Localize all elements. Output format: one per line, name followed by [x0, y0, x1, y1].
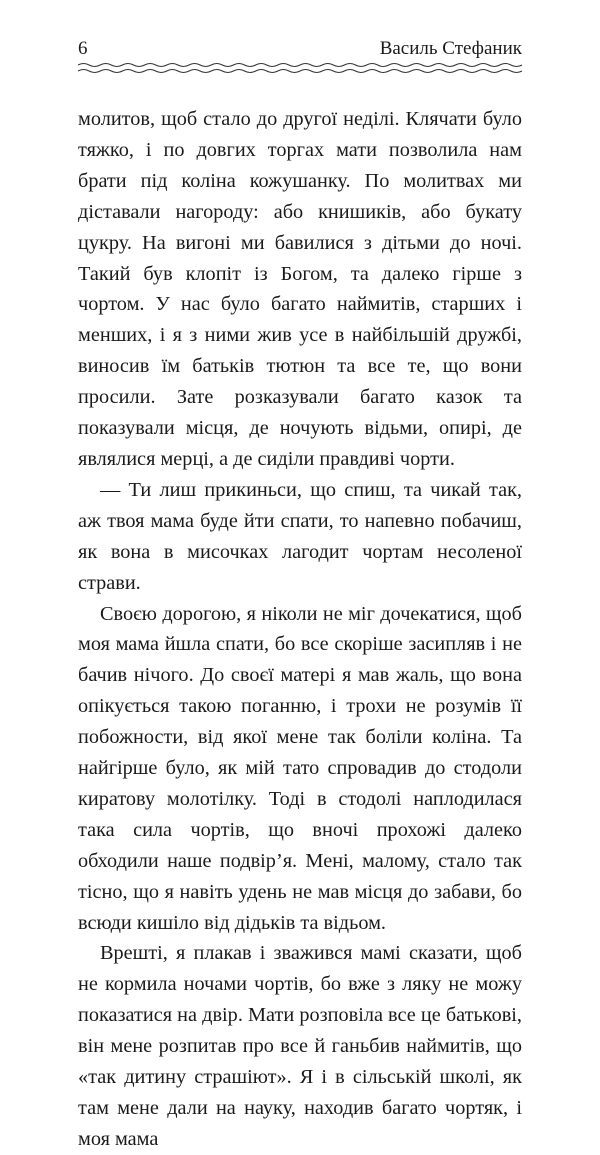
running-head: Василь Стефаник — [379, 38, 522, 59]
decorative-wavy-rule — [78, 62, 522, 74]
page-number: 6 — [78, 38, 88, 59]
paragraph: молитов, щоб стало до другої неділі. Клячати було тяжко, і по довгих торгах мати позволила нам брати під коліна кожушанку. По молитвах ми діставали нагороду: або книшиків, або букату цукру. На вигоні ми бавилися з дітьми до ночі. Такий був клопіт із Богом, та далеко гірше з чортом. У нас було багато наймитів, старших і менших, і я з ними жив усе в найбільшій дружбі, виносив їм батьків тютюн та все те, що вони просили. Зате розказували багато казок та показували місця, де ночують відьми, опирі, де являлися мерці, а де сиділи правдиві чорти. — [78, 108, 522, 470]
paragraph: Врешті, я плакав і зважився мамі сказати, щоб не кормила ночами чортів, бо вже з ляку не можу показатися на двір. Мати розповіла все це батькові, він мене розпитав про все й ганьбив наймитів, що «так дитину страшіют». Я і в сільській школі, як там мене дали на науку, находив багато чортяк, і моя мама — [78, 942, 522, 1150]
paragraph: Своєю дорогою, я ніколи не міг дочекатися, щоб моя мама йшла спати, бо все скоріше засипляв і не бачив нічого. До своєї матері я мав жаль, що вона опікується такою поганню, і трохи не розумів її побожности, від якої мене так боліли коліна. Та найгірше було, як мій тато спровадив до стодоли киратову молотілку. Тоді в стодолі наплодилася така сила чортів, що вночі прохожі далеко обходили наше подвір’я. Мені, малому, стало так тісно, що я навіть удень не мав місця до забави, бо всюди кишіло від дідьків та відьом. — [78, 602, 522, 934]
body-text — [78, 104, 522, 1155]
page-header — [78, 38, 522, 62]
paragraph: — Ти лиш прикиньси, що спиш, та чикай так, аж твоя мама буде йти спати, то напевно побачиш, як вона в мисочках лагодит чортам несоленої страви. — [78, 478, 522, 594]
